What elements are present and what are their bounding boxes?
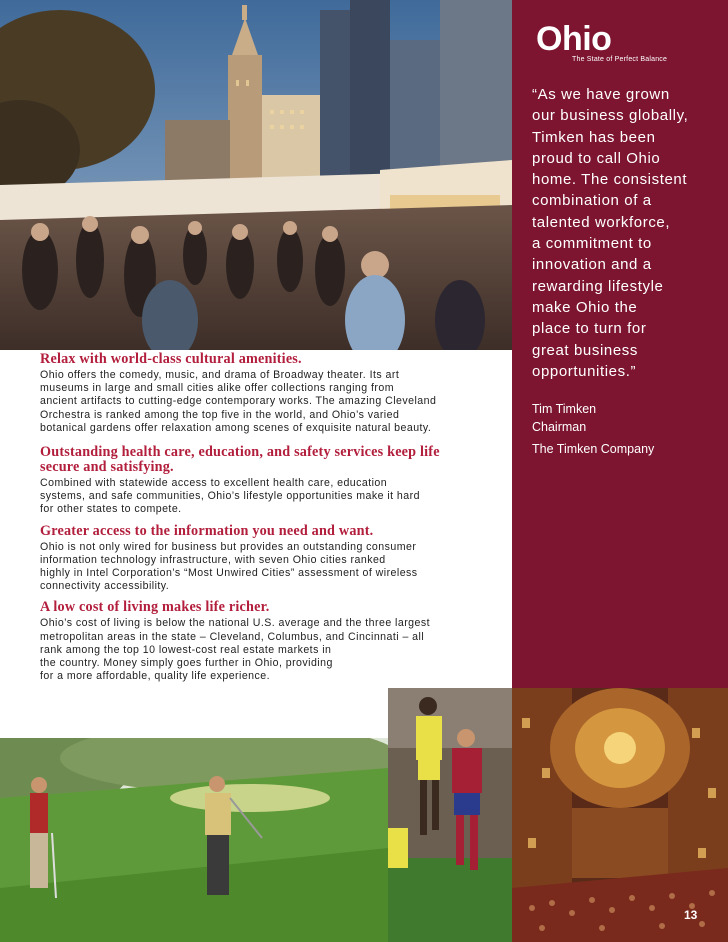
body-line: the country. Money simply goes further in Ohio, providing [40,657,333,670]
quote-attribution [532,400,654,458]
body-line: connectivity accessibility. [40,580,170,593]
attribution-name: Tim Timken [532,402,597,416]
ohio-tagline: The State of Perfect Balance [572,56,668,63]
quote-line: make Ohio the [532,298,638,316]
body-line: ancient artifacts to cutting-edge contemporary works. The amazing Cleveland [40,395,437,408]
body-line: Ohio is not only wired for business but provides an outstanding consumer [40,540,417,553]
quote-line: place to turn for [532,320,647,338]
body-line: rank among the top 10 lowest-cost real estate markets in [40,643,332,656]
body-line: for a more affordable, quality life experience. [40,670,271,683]
section-cost-of-living [40,600,500,683]
section-body [40,541,500,594]
quote-line: rewarding lifestyle [532,277,664,295]
body-line: museums in large and small cities alike offer collections ranging from [40,382,394,395]
section-information [40,524,500,594]
theater-interior-photo [512,688,728,942]
body-line: for other states to compete. [40,503,182,516]
body-line: highly in Intel Corporation’s “Most Unwired Cities” assessment of wireless [40,567,418,580]
quote-line: talented workforce, [532,213,671,231]
section-heading: Outstanding health care, education, and safety services keep life secure and satisfying. [40,444,440,476]
body-line: Combined with statewide access to excellent health care, education [40,477,388,490]
body-line: metropolitan areas in the state – Cleveland, Columbus, and Cincinnati – all [40,630,425,643]
quote-line: home. The consistent [532,171,688,189]
section-body [40,617,500,683]
page-number: 13 [684,908,698,922]
body-line: Orchestra is ranked among the top five in the world, and Ohio’s varied [40,408,400,421]
ohio-wordmark: Ohio [536,20,612,58]
quote-line: a commitment to [532,235,652,253]
quote-line: proud to call Ohio [532,149,661,167]
section-heading: Relax with world-class cultural amenities. [40,351,302,367]
body-line: systems, and safe communities, Ohio’s lifestyle opportunities make it hard [40,490,420,503]
quote-line: innovation and a [532,256,652,274]
body-line: information technology infrastructure, with seven Ohio cities ranked [40,553,386,566]
section-body [40,477,500,517]
testimonial-quote [532,84,712,382]
ohio-logo [536,22,716,66]
body-line: Ohio’s cost of living is below the national U.S. average and the three largest [40,617,431,630]
quote-line: opportunities.” [532,362,637,380]
body-line: botanical gardens offer relaxation among scenes of exquisite natural beauty. [40,421,432,434]
section-health [40,445,500,517]
soccer-players-photo [388,688,512,942]
section-body [40,369,500,435]
body-line: Ohio offers the comedy, music, and drama of Broadway theater. Its art [40,369,400,381]
quote-line: “As we have grown [532,86,670,103]
section-heading: Greater access to the information you need and want. [40,522,374,539]
quote-line: great business [532,341,638,359]
quote-line: Timken has been [532,128,656,146]
attribution-company: The Timken Company [532,442,655,456]
body-copy [40,352,500,690]
section-heading: A low cost of living makes life richer. [40,599,270,616]
quote-line: combination of a [532,192,652,210]
golf-course-photo [0,738,388,942]
section-cultural [40,352,500,435]
quote-line: our business globally, [532,107,689,125]
attribution-title: Chairman [532,420,587,434]
hero-festival-photo [0,0,512,350]
